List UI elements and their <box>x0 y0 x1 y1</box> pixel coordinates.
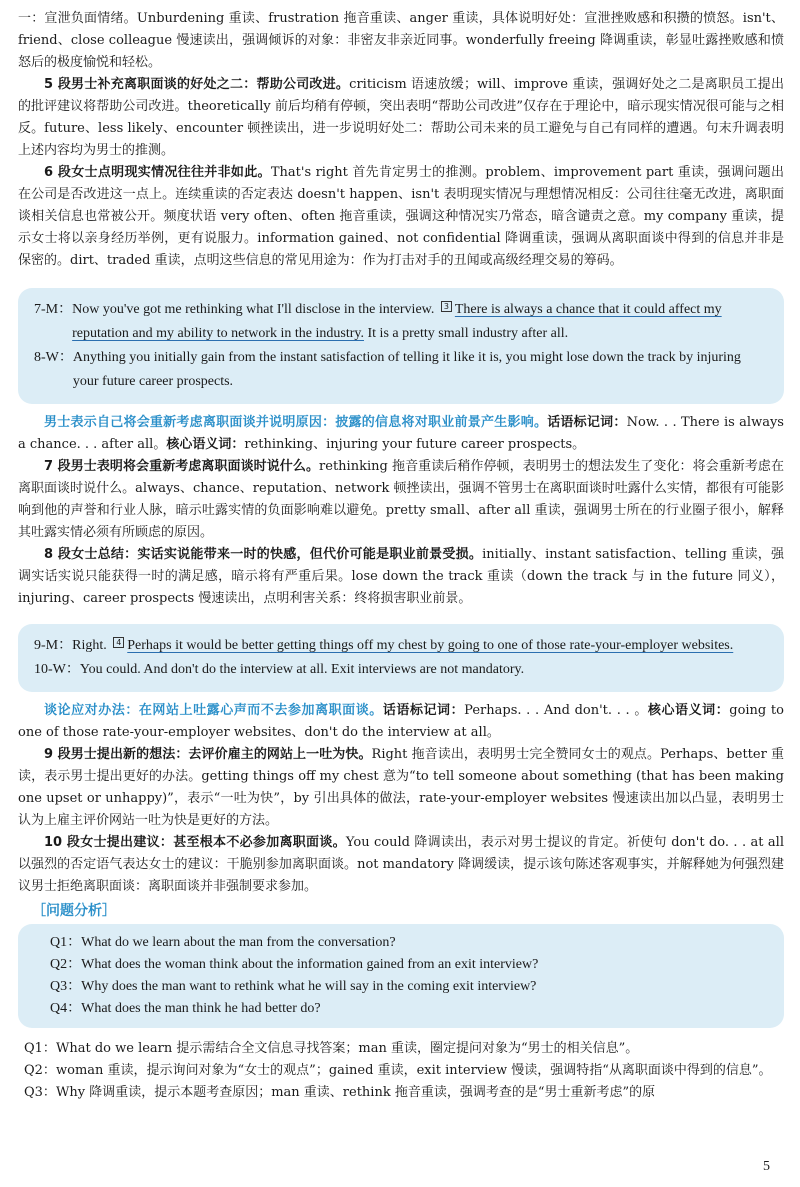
paragraph-5-body: criticism 语速放缓；will、improve 重读，强调好处之二是离职员工提出的批评建议将帮助公司改进。theoretically 前后均稍有停顿，突出表明“帮助公司改进”仅存在于理论中，暗示现实情况很可能与之相反。future、less likely、encounter 顿挫读出，进一步说明好处二：帮助公司未来的员工避免与自己有同样的遭遇。句末升调表明上述内容均为男士的推测。 <box>18 77 784 158</box>
paragraph-6-heading: 6 段女士点明现实情况往往并非如此。 <box>44 165 271 180</box>
answer-text: What do we learn 提示需结合全文信息寻找答案；man 重读，圈定提问对象为“男士的相关信息”。 <box>56 1041 639 1056</box>
dialogue-line-7 <box>34 298 770 346</box>
paragraph-7-heading: 7 段男士表明将会重新考虑离职面谈时说什么。 <box>44 459 320 474</box>
paragraph-5 <box>18 74 784 162</box>
question-item <box>50 976 770 998</box>
dialogue-text <box>72 634 733 658</box>
answer-id: Q3： <box>24 1085 56 1100</box>
question-text: What does the man think he had better do? <box>81 1001 321 1016</box>
paragraph-6 <box>18 162 784 272</box>
answer-id: Q2： <box>24 1063 56 1078</box>
page-number: 5 <box>763 1159 770 1174</box>
paragraph-10-heading: 10 段女士提出建议：甚至根本不必参加离职面谈。 <box>44 835 346 850</box>
core-semantic-text: rethinking、injuring your future career prospects。 <box>244 437 586 452</box>
core-semantic-label: 核心语义词： <box>647 703 730 718</box>
dialogue-text: Anything you initially gain from the instant satisfaction of telling it like it is, you might lose down the track by injuring your future career prospects. <box>72 350 741 389</box>
paragraph-10-body: You could 降调读出，表示对男士提议的肯定。祈使句 don't do. . . at all 以强烈的否定语气表达女士的建议：干脆别参加离职面谈。not mandatory 降调缓读，提示该句陈述客观事实，并解释她为何强烈建议男士拒绝离职面谈：离职面谈并非强制要求参加。 <box>18 835 784 894</box>
answer-text: Why 降调重读，提示本题考查原因；man 重读、rethink 拖音重读，强调考查的是“男士重新考虑”的原 <box>56 1085 656 1100</box>
paragraph-9 <box>18 744 784 832</box>
speaker-label: 8-W： <box>34 350 73 365</box>
page-content <box>18 8 784 1104</box>
paragraph-7-body: rethinking 拖音重读后稍作停顿，表明男士的想法发生了变化：将会重新考虑在离职面谈时说什么。always、chance、reputation、network 顿挫读出，强调不管男士在离职面谈时吐露什么实情，都很有可能影响到他的声誉和行业人脉，暗示吐露实情的负面影响难以避免。pretty small、after all 重读，强调男士所在的行业圈子很小，解释其吐露实情必须有所顾虑的原因。 <box>18 459 784 540</box>
answer-analysis-list <box>18 1038 784 1104</box>
question-id: Q1： <box>50 935 82 950</box>
dialogue-box-2 <box>18 624 784 692</box>
speaker-label: 9-M： <box>34 638 73 653</box>
discourse-marker-label: 话语标记词： <box>382 703 465 718</box>
key-sentence-underlined: Perhaps it would be better getting things off my chest by going to one of those rate-your-employer websites. <box>127 638 734 653</box>
answer-text: woman 重读，提示询问对象为“女士的观点”；gained 重读，exit interview 慢读，强调特指“从离职面谈中得到的信息”。 <box>56 1063 772 1078</box>
question-text: What does the woman think about the information gained from an exit interview? <box>81 957 539 972</box>
summary-heading: 谈论应对办法：在网站上吐露心声而不去参加离职面谈。 <box>44 703 383 718</box>
question-item <box>50 998 770 1020</box>
question-item <box>50 932 770 954</box>
summary-block-2 <box>18 412 784 456</box>
discourse-marker-text: Now. . . There is always a chance. . . after all。 <box>18 415 784 452</box>
answer-id: Q1： <box>24 1041 56 1056</box>
dialogue-line-9 <box>34 634 770 658</box>
paragraph-7 <box>18 456 784 544</box>
paragraph-6-body: That's right 首先肯定男士的推测。problem、improvement part 重读，强调问题出在公司是否改进这一点上。连续重读的否定表达 doesn't happen、isn't 表明现实情况与理想情况相反：公司往往毫无改进，离职面谈相关信息也常被公开。频度状语 very often、often 拖音重读，强调这种情况实乃常态，暗含谴责之意。my company 重读，提示女士将以亲身经历举例，更有说服力。information gained、not confidential 降调重读，强调从离职面谈中得到的信息并非是保密的。dirt、traded 重读，点明这些信息的常见用途为：作为打击对手的丑闻或高级经理交易的筹码。 <box>18 165 784 268</box>
speaker-label: 10-W： <box>34 662 80 677</box>
sentence: It is a pretty small industry after all. <box>367 326 569 341</box>
question-item <box>50 954 770 976</box>
question-text: What do we learn about the man from the conversation? <box>81 935 396 950</box>
paragraph-10 <box>18 832 784 898</box>
paragraph-8 <box>18 544 784 610</box>
answer-item <box>18 1082 784 1104</box>
core-semantic-text: going to one of those rate-your-employer websites、don't do the interview at all。 <box>18 703 784 740</box>
question-id: Q4： <box>50 1001 82 1016</box>
question-text: Why does the man want to rethink what he will say in the coming exit interview? <box>81 979 537 994</box>
speaker-label: 7-M： <box>34 302 73 317</box>
dialogue-line-8 <box>34 346 770 394</box>
dialogue-box-1 <box>18 288 784 404</box>
answer-item <box>18 1038 784 1060</box>
core-semantic-label: 核心语义词： <box>166 437 245 452</box>
paragraph-8-body: initially、instant satisfaction、telling 重读，强调实话实说只能获得一时的满足感，暗示将有严重后果。lose down the track 重读（down the track 与 in the future 同义），injuring、career prospects 慢速读出，点明利害关系：终将损害职业前景。 <box>18 547 784 606</box>
key-sentence-underlined: There is always a chance that it could affect my reputation and my ability to network in the industry. <box>72 302 722 341</box>
question-id: Q3： <box>50 979 82 994</box>
summary-block-3 <box>18 700 784 744</box>
discourse-marker-label: 话语标记词： <box>547 415 627 430</box>
section-title-question-analysis: ［问题分析］ <box>32 903 116 919</box>
paragraph-8-heading: 8 段女士总结：实话实说能带来一时的快感，但代价可能是职业前景受损。 <box>44 547 483 562</box>
questions-box <box>18 924 784 1028</box>
dialogue-line-10 <box>34 658 770 682</box>
answer-item <box>18 1060 784 1082</box>
paragraph-9-body: Right 拖音读出，表明男士完全赞同女士的观点。Perhaps、better 重读，表示男士提出更好的办法。getting things off my chest 意为“to tell someone about something (that has been making one upset or unhappy)”，表示“一吐为快”，by 引出具体的做法，rate-your-employer websites 慢速读出加以凸显，表明男士认为上雇主评价网站一吐为快是更好的方法。 <box>18 747 785 828</box>
question-marker: 3 <box>441 301 452 312</box>
question-marker: 4 <box>113 637 124 648</box>
sentence: Right. <box>72 638 107 653</box>
paragraph-5-heading: 5 段男士补充离职面谈的好处之二：帮助公司改进。 <box>44 77 350 92</box>
question-id: Q2： <box>50 957 82 972</box>
sentence: Now you've got me rethinking what I'll disclose in the interview. <box>72 302 435 317</box>
discourse-marker-text: Perhaps. . . And don't. . . 。 <box>464 703 648 718</box>
dialogue-text <box>72 298 770 346</box>
paragraph-unburdening: 一：宣泄负面情绪。Unburdening 重读、frustration 拖音重读、anger 重读，具体说明好处：宣泄挫败感和积攒的愤怒。isn't、friend、close colleague 慢速读出，强调倾诉的对象：非密友非亲近同事。wonderfully freeing 降调重读，彰显吐露挫败感和愤怒后的极度愉悦和轻松。 <box>18 11 784 70</box>
paragraph-9-heading: 9 段男士提出新的想法：去评价雇主的网站上一吐为快。 <box>44 747 372 762</box>
summary-heading: 男士表示自己将会重新考虑离职面谈并说明原因：披露的信息将对职业前景产生影响。 <box>44 415 548 430</box>
dialogue-text: You could. And don't do the interview at all. Exit interviews are not mandatory. <box>79 662 525 677</box>
